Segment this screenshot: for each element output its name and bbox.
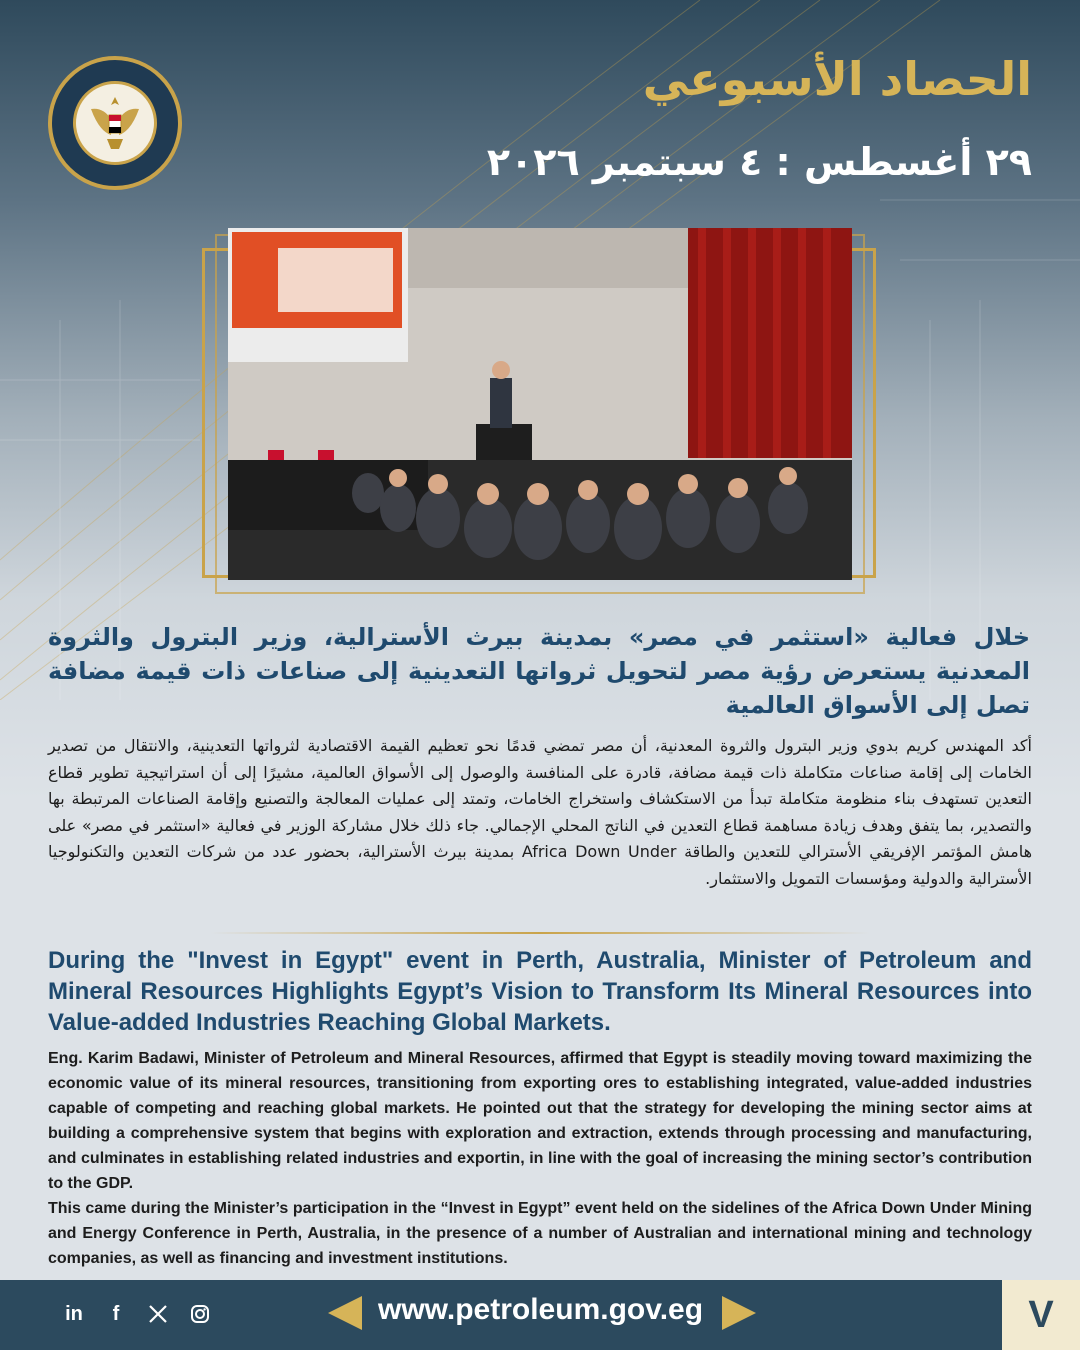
facebook-icon[interactable]: f — [112, 1302, 120, 1325]
social-links — [62, 1302, 212, 1326]
linkedin-icon[interactable]: in — [65, 1302, 83, 1325]
ministry-logo — [48, 56, 182, 190]
event-photo-image — [228, 228, 852, 580]
section-divider — [210, 932, 870, 934]
website-link[interactable]: www.petroleum.gov.eg — [378, 1293, 704, 1326]
english-headline: During the "Invest in Egypt" event in Perth, Australia, Minister of Petroleum and Mineral Resources Highlights Egypt’s Vision to Transform Its Mineral Resources into Value-added Industries Reaching Global Markets. — [48, 947, 1032, 1036]
english-body — [48, 1046, 1032, 1271]
english-paragraph-2: This came during the Minister’s participation in the “Invest in Egypt” event held on the sidelines of the Africa Down Under Mining and Energy Conference in Perth, Australia, in the presence of a number of Australian and international mining and technology companies, as well as financing and investment institutions. — [48, 1200, 1032, 1267]
arabic-body: أكد المهندس كريم بدوي وزير البترول والثروة المعدنية، أن مصر تمضي قدمًا نحو تعظيم القيمة الاقتصادية لثرواتها التعدينية، والانتقال من تصدير الخامات إلى إقامة صناعات متكاملة ذات قيمة مضافة، قادرة على المنافسة والوصول إلى الأسواق العالمية، مشيرًا إلى أن استراتيجية تطوير قطاع التعدين تستهدف بناء منظومة متكاملة تبدأ من الاستكشاف واستخراج الخامات، وتمتد إلى عمليات المعالجة والتصنيع وإقامة الصناعات المرتبطة بها والتصدير، بما يتفق وهدف زيادة مساهمة قطاع التعدين في الناتج المحلي الإجمالي. جاء ذلك خلال مشاركة الوزير في فعالية «استثمر في مصر» على هامش المؤتمر الإفريقي الأسترالي للتعدين والطاقة Africa Down Under بمدينة بيرث الأسترالية، بحضور عدد من شركات التعدين والتكنولوجيا الأسترالية والدولية ومؤسسات التمويل والاستثمار. — [48, 736, 1033, 888]
eagle-emblem-icon — [73, 81, 157, 165]
arrow-right-icon — [722, 1296, 756, 1330]
date-range: ٢٩ أغسطس : ٤ سبتمبر ٢٠٢٦ — [486, 140, 1032, 184]
arabic-headline: خلال فعالية «استثمر في مصر» بمدينة بيرث الأسترالية، وزير البترول والثروة المعدنية يستعرض رؤية مصر لتحويل ثرواتها التعدينية إلى صناعات ذات قيمة مضافة تصل إلى الأسواق العالمية — [48, 623, 1030, 719]
english-paragraph-1: Eng. Karim Badawi, Minister of Petroleum and Mineral Resources, affirmed that Egypt is steadily moving toward maximizing the economic value of its mineral resources, transitioning from exporting ores to establishing integrated, value-added industries capable of competing and reaching global markets. He pointed out that the strategy for developing the mining sector aims at building a comprehensive system that begins with exploration and extraction, extends through processing and manufacturing, and culminates in establishing related industries and exportin, in line with the goal of increasing the mining sector’s contribution to the GDP. — [48, 1050, 1032, 1192]
page-number: V — [1002, 1280, 1080, 1350]
instagram-icon[interactable] — [188, 1302, 212, 1326]
page-title: الحصاد الأسبوعي — [642, 52, 1032, 106]
arrow-left-icon — [328, 1296, 362, 1330]
x-icon[interactable] — [146, 1302, 170, 1326]
